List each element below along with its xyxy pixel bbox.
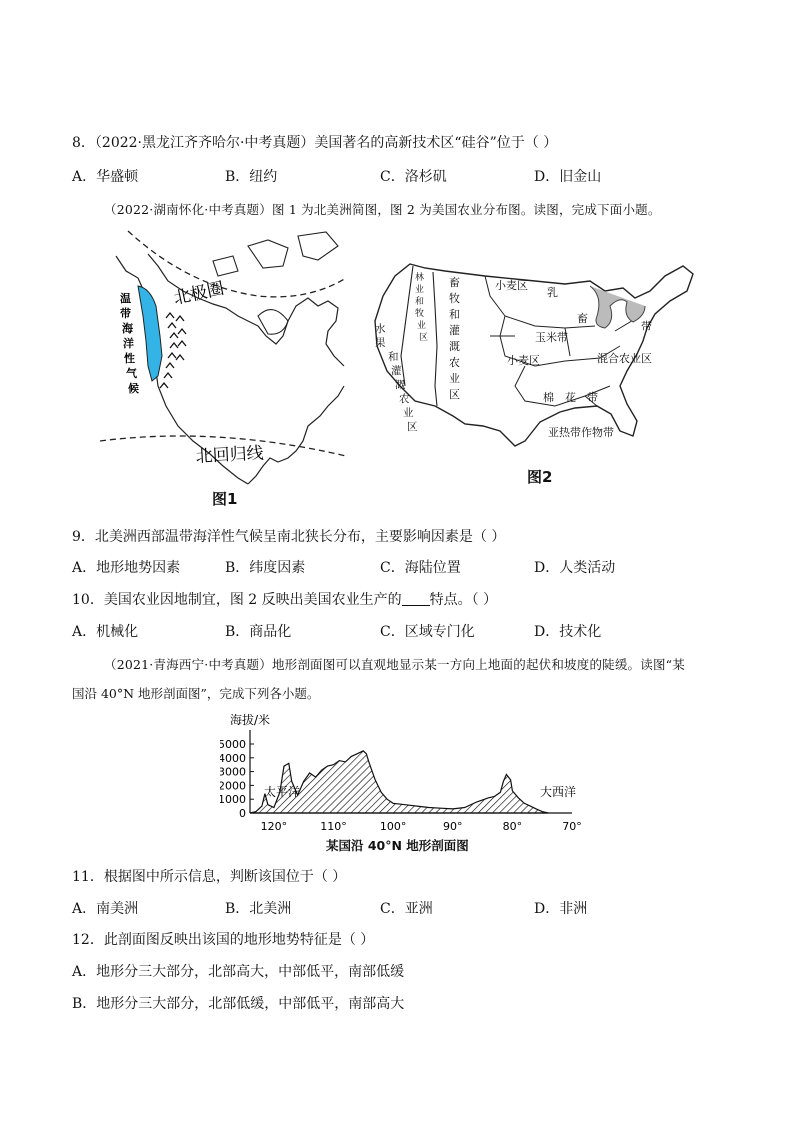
region-grazing-char: 溉 bbox=[449, 340, 460, 353]
region-fruit-char: 溉 bbox=[395, 379, 406, 391]
y-tick-label: 1000 bbox=[220, 793, 246, 807]
climate-char: 气 bbox=[126, 367, 137, 380]
option-d: D．非洲 bbox=[534, 901, 588, 917]
question-10-stem bbox=[72, 589, 497, 609]
region-forest-char: 林 bbox=[415, 273, 425, 283]
option-b: B．北美洲 bbox=[225, 901, 292, 917]
question-9-stem: 9．北美洲西部温带海洋性气候呈南北狭长分布，主要影响因素是（ ） bbox=[72, 529, 506, 545]
figure-2-caption: 图2 bbox=[527, 468, 553, 486]
region-fruit-char: 灌 bbox=[391, 365, 402, 377]
option-a: A．机械化 bbox=[72, 624, 139, 640]
y-tick-label: 3000 bbox=[220, 765, 246, 779]
option-c: C．区域专门化 bbox=[380, 624, 475, 640]
region-belt: 带 bbox=[641, 320, 652, 333]
question-10-stem-a: 10．美国农业因地制宜，图 2 反映出美国农业生产的 bbox=[72, 592, 402, 608]
arctic-circle-label: 北极圈 bbox=[171, 278, 226, 309]
region-fruit-char: 农 bbox=[399, 393, 410, 405]
atlantic-ocean-label: 大西洋 bbox=[540, 785, 577, 799]
y-tick-label: 2000 bbox=[220, 779, 246, 793]
y-tick-label: 0 bbox=[239, 807, 246, 820]
region-grazing-char: 农 bbox=[449, 356, 460, 369]
y-axis-label: 海拔/米 bbox=[230, 713, 271, 727]
x-tick-label: 90° bbox=[442, 820, 463, 833]
option-a: A．华盛顿 bbox=[72, 169, 139, 185]
x-tick-label: 80° bbox=[502, 820, 523, 833]
question-12-option-a: A．地形分三大部分，北部高大，中部低平，南部低缓 bbox=[72, 964, 405, 980]
option-c: C．亚洲 bbox=[380, 901, 433, 917]
figure-1-north-america-map bbox=[98, 226, 348, 486]
region-fruit-irrigation bbox=[375, 322, 418, 433]
region-grazing-char: 区 bbox=[449, 388, 460, 401]
option-b: B．商品化 bbox=[225, 624, 292, 640]
intro-paragraph-2-line-1: （2021·青海西宁·中考真题）地形剖面图可以直观地显示某一方向上地面的起伏和坡度的陡缓。读图“某 bbox=[104, 657, 685, 672]
region-fruit-char: 果 bbox=[375, 337, 386, 349]
climate-label bbox=[120, 291, 139, 395]
region-cotton: 带 bbox=[587, 391, 598, 404]
region-wheat-north: 小麦区 bbox=[495, 279, 528, 292]
option-b: B．纽约 bbox=[225, 169, 278, 185]
terrain-profile-svg bbox=[220, 710, 590, 855]
region-cotton: 花 bbox=[565, 391, 576, 404]
climate-char: 温 bbox=[120, 292, 131, 305]
option-d: D．人类活动 bbox=[534, 560, 616, 576]
question-8-stem: 8．（2022·黑龙江齐齐哈尔·中考真题）美国著名的高新技术区“硅谷”位于（ ） bbox=[72, 135, 558, 151]
region-livestock: 畜 bbox=[577, 312, 588, 325]
option-a: A．南美洲 bbox=[72, 901, 139, 917]
region-fruit-char: 水 bbox=[375, 323, 386, 335]
option-c: C．海陆位置 bbox=[380, 560, 461, 576]
intro-paragraph-2-line-2: 国沿 40°N 地形剖面图”，完成下列各小题。 bbox=[72, 686, 320, 701]
region-dairy: 乳 bbox=[547, 286, 558, 299]
chart-title: 某国沿 40°N 地形剖面图 bbox=[326, 838, 469, 853]
x-tick-label: 110° bbox=[320, 820, 347, 833]
region-grazing-char: 和 bbox=[449, 308, 460, 321]
intro-paragraph-1: （2022·湖南怀化·中考真题）图 1 为北美洲简图，图 2 为美国农业分布图。读图，完成下面小题。 bbox=[104, 202, 661, 217]
climate-char: 海 bbox=[122, 322, 133, 335]
region-subtropical: 亚热带作物带 bbox=[548, 426, 614, 439]
region-forest-char: 区 bbox=[419, 333, 429, 343]
north-america-map-svg bbox=[98, 226, 348, 486]
region-forest-char: 业 bbox=[417, 321, 427, 331]
climate-char: 性 bbox=[124, 352, 135, 365]
region-mixed: 混合农业区 bbox=[597, 352, 652, 365]
option-c: C．洛杉矶 bbox=[380, 169, 447, 185]
region-corn-belt: 玉米带 bbox=[535, 331, 568, 344]
figure-1-caption: 图1 bbox=[212, 490, 238, 508]
terrain-profile-area bbox=[250, 751, 548, 813]
terrain-profile-chart bbox=[220, 710, 590, 855]
region-forest-char: 业 bbox=[415, 285, 425, 295]
question-10-blank bbox=[402, 591, 430, 606]
region-grazing-irrigation bbox=[449, 275, 460, 401]
pacific-ocean-label: 太平洋 bbox=[264, 785, 301, 799]
region-grazing-char: 牧 bbox=[449, 292, 460, 305]
y-tick-label: 4000 bbox=[220, 751, 246, 765]
region-fruit-char: 业 bbox=[403, 407, 414, 419]
region-forest-char: 牧 bbox=[415, 309, 425, 319]
region-grazing-char: 业 bbox=[449, 372, 460, 385]
figure-2-us-agriculture-map bbox=[365, 236, 700, 456]
region-fruit-char: 和 bbox=[388, 351, 399, 363]
region-grazing-char: 灌 bbox=[449, 324, 460, 337]
climate-char: 带 bbox=[120, 307, 131, 320]
option-d: D．技术化 bbox=[534, 624, 602, 640]
region-forest-char: 和 bbox=[415, 297, 425, 307]
tropic-of-cancer-label: 北回归线 bbox=[195, 443, 265, 467]
question-12-option-b: B．地形分三大部分，北部低缓，中部低平，南部高大 bbox=[72, 996, 405, 1012]
region-forest-grazing bbox=[415, 271, 428, 343]
option-b: B．纬度因素 bbox=[225, 560, 306, 576]
question-12-stem: 12．此剖面图反映出该国的地形地势特征是（ ） bbox=[72, 932, 375, 948]
question-11-stem: 11．根据图中所示信息，判断该国位于（ ） bbox=[72, 869, 347, 885]
question-10-stem-b: 特点。（ ） bbox=[429, 592, 498, 608]
option-d: D．旧金山 bbox=[534, 169, 602, 185]
y-tick-label: 5000 bbox=[220, 738, 246, 751]
x-tick-label: 70° bbox=[562, 820, 582, 833]
x-tick-label: 120° bbox=[260, 820, 288, 833]
region-fruit-char: 区 bbox=[407, 421, 418, 433]
option-a: A．地形地势因素 bbox=[72, 560, 181, 576]
region-grazing-char: 畜 bbox=[449, 276, 460, 289]
region-cotton: 棉 bbox=[543, 391, 554, 404]
us-agriculture-map-svg bbox=[365, 236, 700, 456]
climate-char: 候 bbox=[128, 382, 139, 395]
region-wheat-south: 小麦区 bbox=[507, 354, 540, 367]
x-tick-label: 100° bbox=[379, 820, 407, 833]
climate-char: 洋 bbox=[123, 337, 134, 350]
